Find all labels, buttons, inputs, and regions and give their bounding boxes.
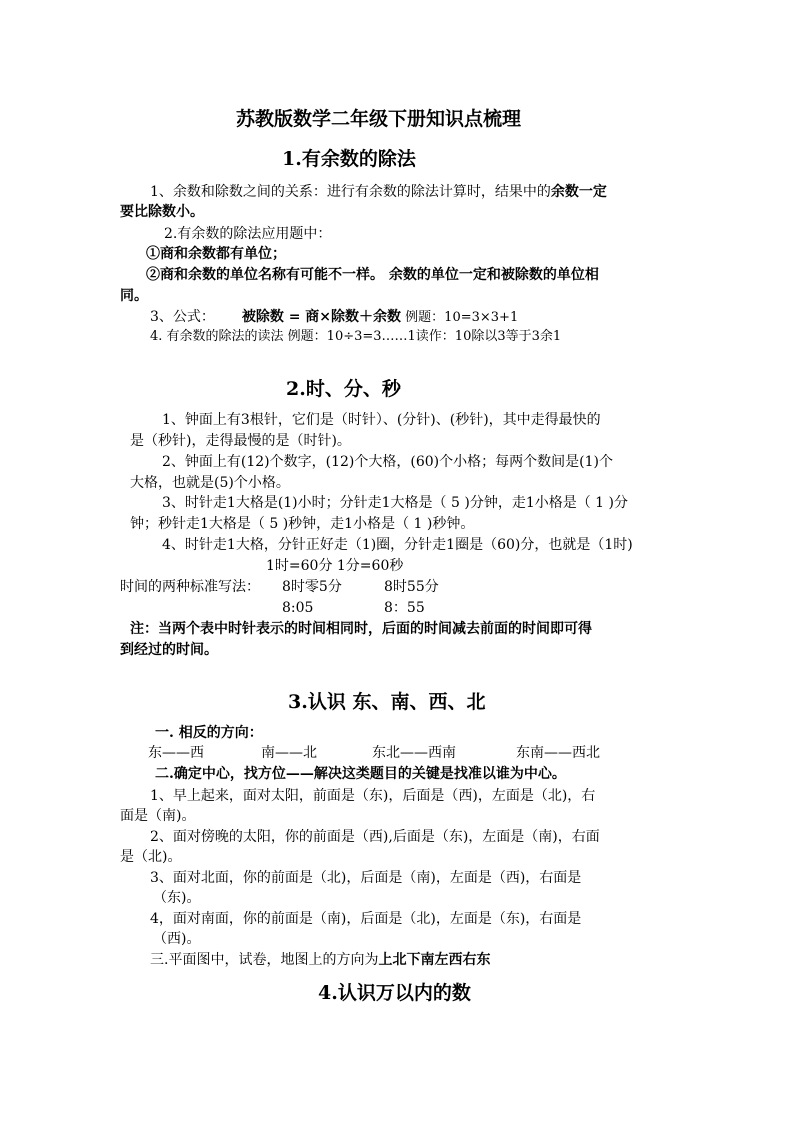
s1-line-1-cont: 要比除数小。 <box>120 204 204 220</box>
s3-pair-1: 东——西 <box>148 745 204 761</box>
s3-q3-line-1: 3、面对北面，你的前面是（北)，后面是（南)，左面是（西)，右面是 <box>150 870 582 886</box>
s3-pair-2: 南——北 <box>261 745 317 761</box>
s2-line-4: 大格，也就是(5)个小格。 <box>130 475 290 491</box>
s2-line-5: 3、时针走1大格是(1)小时；分针走1大格是（ 5 )分钟，走1小格是（ 1 )分 <box>162 495 628 511</box>
s2-format-a: 8时零5分 <box>282 579 342 595</box>
s2-note-2: 到经过的时间。 <box>120 642 218 658</box>
s3-q2-line-1: 2、面对傍晚的太阳，你的前面是（西),后面是（东)，左面是（南)，右面 <box>150 829 600 845</box>
section-heading-2: 2.时、分、秒 <box>286 378 401 400</box>
s3-q4-line-1: 4，面对南面，你的前面是（南)，后面是（北)，左面是（东)，右面是 <box>150 911 582 927</box>
s2-line-1: 1、钟面上有3根针，它们是（时针）、(分针)、(秒针)，其中走得最快的 <box>162 412 601 428</box>
s2-format-b: 8时55分 <box>384 579 439 595</box>
s3-pair-4: 东南——西北 <box>516 745 600 761</box>
s1-formula-line <box>150 307 518 328</box>
s2-format-a-digits: 8:05 <box>282 600 314 616</box>
s3-q4-line-2: （西)。 <box>153 931 201 947</box>
s1-line-6: 4. 有余数的除法的读法 例题：10÷3=3……1读作：10除以3等于3余1 <box>150 329 562 344</box>
s1-example: 例题：10=3×3+1 <box>401 310 519 325</box>
s3-pair-3: 东北——西南 <box>372 745 456 761</box>
s3-plan-line <box>150 950 490 970</box>
s1-line-4: ②商和余数的单位名称有可能不一样。 余数的单位一定和被除数的单位相 <box>146 267 599 283</box>
s3-plan-text: 三.平面图中，试卷，地图上的方向为 <box>150 952 379 968</box>
section-heading-4: 4.认识万以内的数 <box>318 982 471 1004</box>
s3-q1-line-1: 1、早上起来，面对太阳，前面是（东)，后面是（西)，左面是（北)，右 <box>150 788 596 804</box>
section-heading-3: 3.认识 东、南、西、北 <box>288 691 486 713</box>
s3-plan-rule: 上北下南左西右东 <box>378 952 491 968</box>
s1-formula: 被除数 = 商×除数＋余数 <box>241 309 402 325</box>
s3-q2-line-2: 是（北)。 <box>120 849 182 865</box>
s3-q1-line-2: 面是（南)。 <box>120 808 196 824</box>
s2-units: 1时=60分 1分=60秒 <box>266 558 404 574</box>
s1-line-1 <box>150 182 607 202</box>
s1-line-4-cont: 同。 <box>120 288 148 304</box>
s1-p1a: 1、余数和除数之间的关系：进行有余数的除法计算时，结果中的 <box>150 184 551 200</box>
s3-opposite-heading: 一. 相反的方向： <box>155 725 263 741</box>
s3-center-heading: 二.确定中心，找方位——解决这类题目的关键是找准以谁为中心。 <box>155 766 566 782</box>
s2-format-b-digits: 8：55 <box>384 600 425 616</box>
s1-p1b: 余数一定 <box>550 184 607 200</box>
s3-q3-line-2: （东)。 <box>153 890 201 906</box>
s1-line-3: ①商和余数都有单位； <box>146 246 286 262</box>
s1-line-2: 2.有余数的除法应用题中： <box>164 226 332 242</box>
s2-line-3: 2、钟面上有(12)个数字，(12)个大格，(60)个小格；每两个数间是(1)个 <box>162 454 613 470</box>
s2-line-7: 4、时针走1大格，分针正好走（1)圈，分针走1圈是（60)分，也就是（1时) <box>162 537 633 553</box>
page-title: 苏教版数学二年级下册知识点梳理 <box>236 108 522 130</box>
s2-line-2: 是（秒针)，走得最慢的是（时针)。 <box>130 433 351 449</box>
section-heading-1: 1.有余数的除法 <box>282 148 416 170</box>
s1-p5a: 3、公式： <box>150 309 215 325</box>
s2-line-6: 钟；秒针走1大格是（ 5 )秒钟，走1小格是（ 1 )秒钟。 <box>130 516 475 532</box>
s2-note-1: 注：当两个表中时针表示的时间相同时，后面的时间减去前面的时间即可得 <box>130 621 592 637</box>
s2-formats-label: 时间的两种标准写法： <box>120 579 260 595</box>
